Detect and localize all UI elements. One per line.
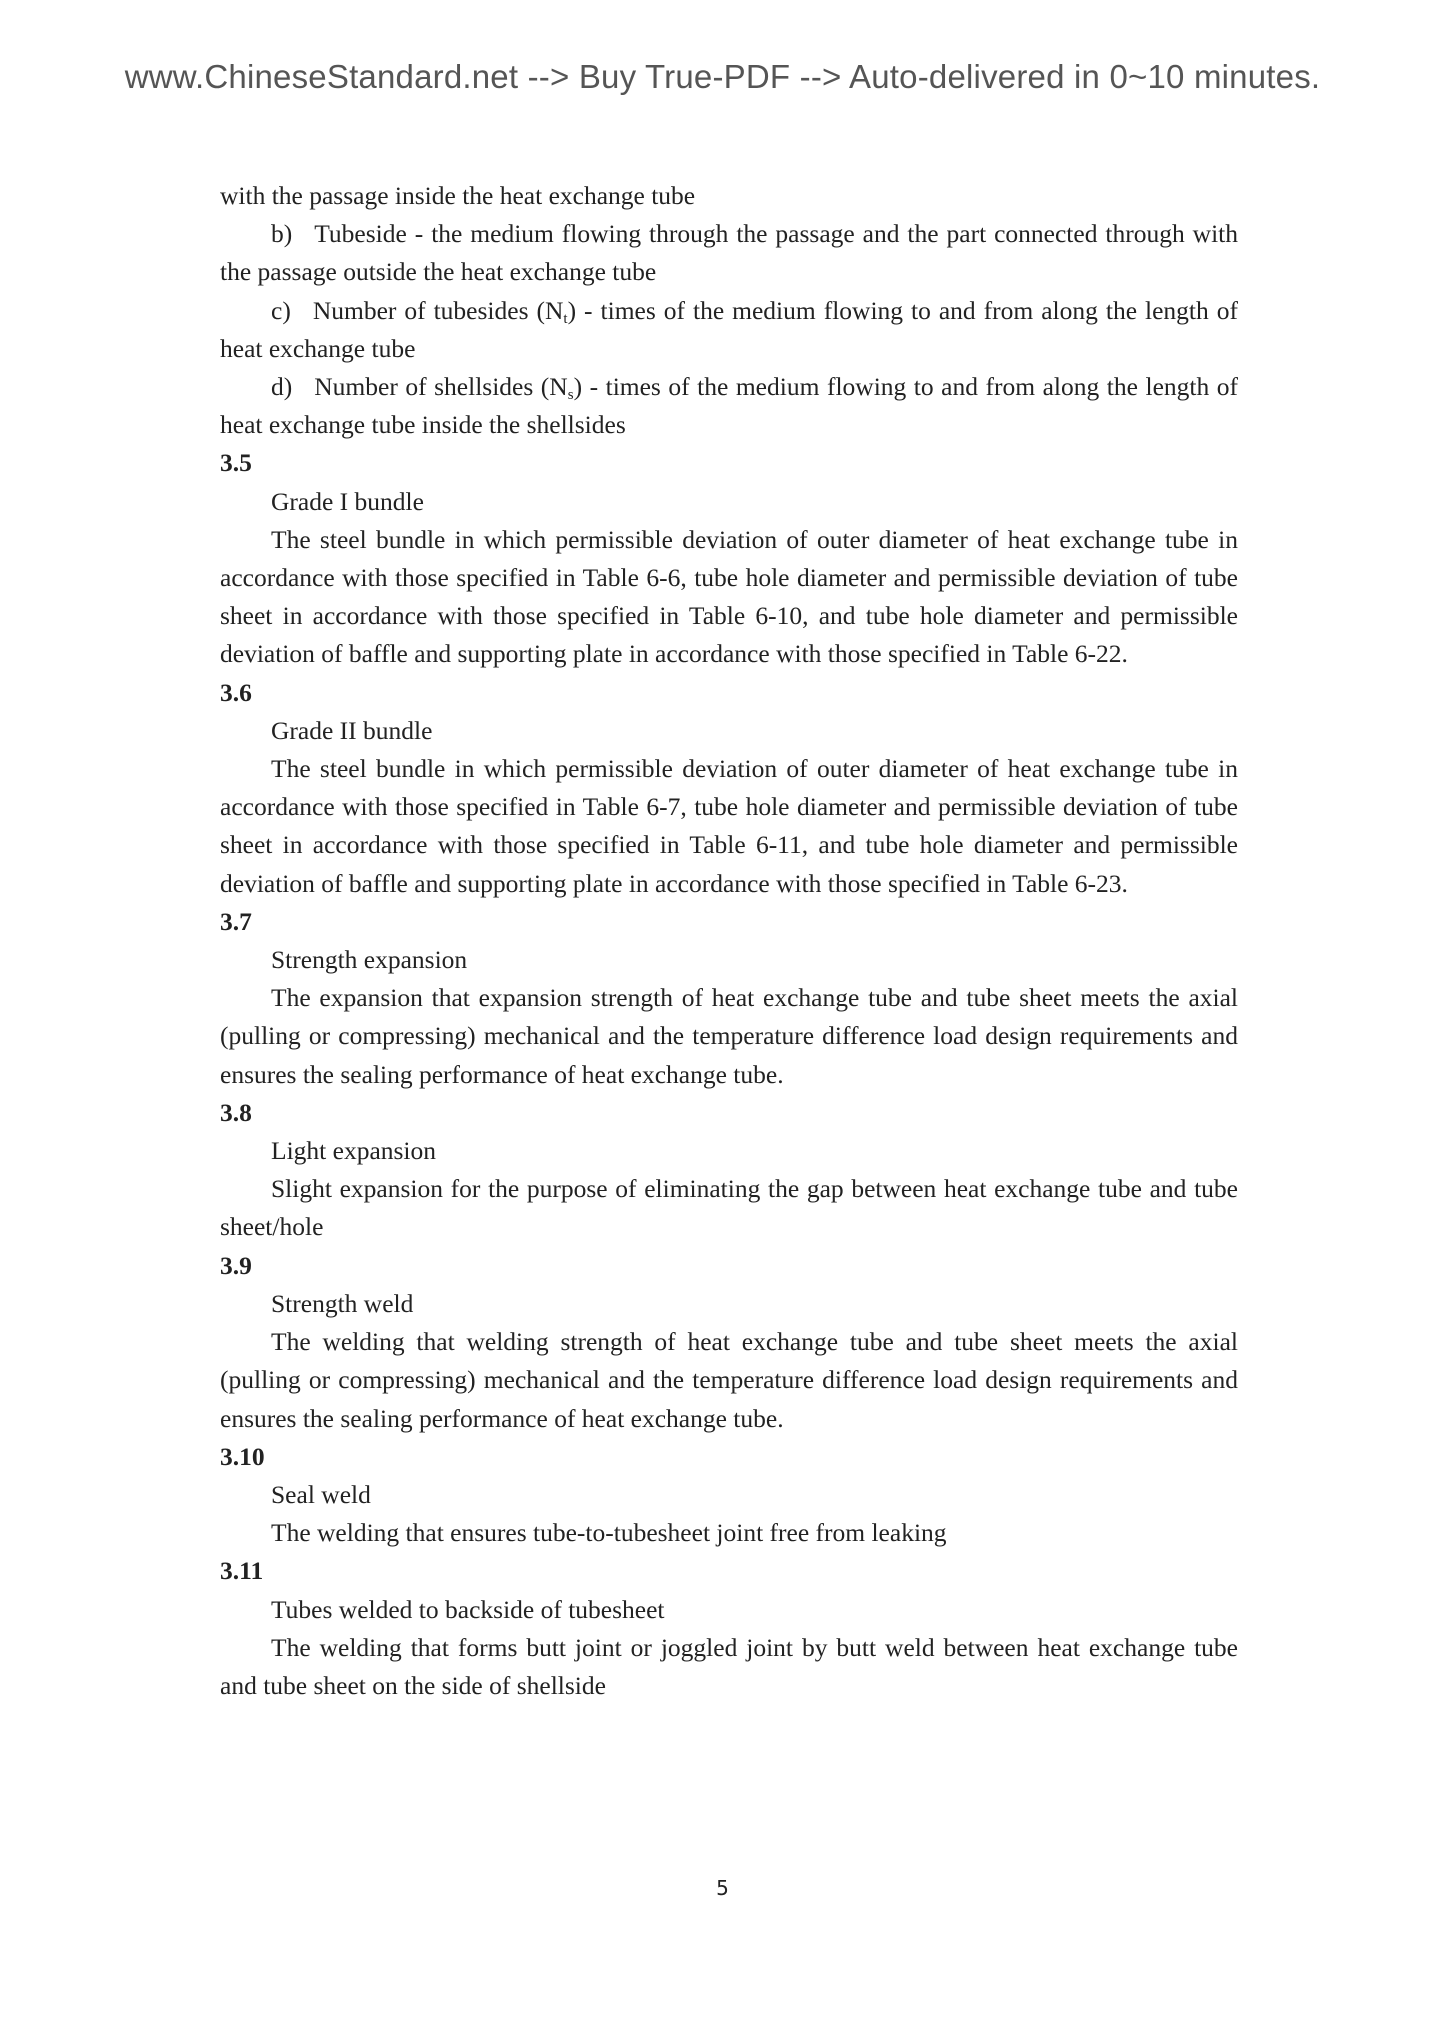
clause-definition: Slight expansion for the purpose of eliminating the gap between heat exchange tube and tube sheet/hole	[220, 1174, 1238, 1242]
clause-number: 3.11	[220, 1556, 264, 1586]
list-item-b	[220, 215, 1238, 291]
clause-definition: The expansion that expansion strength of heat exchange tube and tube sheet meets the axial (pulling or compressing) mechanical and the temperature difference load design requirements and ensures the sealing performance of heat exchange tube.	[220, 983, 1238, 1089]
clause-number: 3.5	[220, 448, 252, 478]
clause-number: 3.6	[220, 677, 252, 707]
subscript: t	[563, 310, 568, 327]
clause-number: 3.9	[220, 1250, 252, 1280]
clause-number: 3.8	[220, 1097, 252, 1127]
list-item-label: c)	[271, 295, 291, 325]
list-item-text: Number of shellsides (N	[314, 372, 568, 402]
clause-term: Tubes welded to backside of tubesheet	[271, 1594, 665, 1624]
clause-definition: The steel bundle in which permissible deviation of outer diameter of heat exchange tube in accordance with those specified in Table 6-7, tube hole diameter and permissible deviation of tube sheet in accordance with those specified in Table 6-11, and tube hole diameter and permissible deviation of baffle and supporting plate in accordance with those specified in Table 6-23.	[220, 754, 1238, 898]
clause-term: Seal weld	[271, 1479, 371, 1509]
list-item-c	[220, 292, 1238, 368]
clause-definition: The welding that ensures tube-to-tubesheet joint free from leaking	[271, 1518, 947, 1548]
subscript: s	[567, 387, 574, 404]
clause-term: Strength weld	[271, 1288, 414, 1318]
list-item-text: Number of tubesides (N	[312, 295, 564, 325]
page-body	[220, 177, 1238, 1705]
list-item-text: ) - times of the medium flowing to and from along the length of heat exchange tube inside the shellsides	[220, 372, 1238, 440]
list-item-label: b)	[271, 219, 293, 249]
continued-paragraph: with the passage inside the heat exchange tube	[220, 181, 696, 210]
clause-definition: The welding that forms butt joint or joggled joint by butt weld between heat exchange tube and tube sheet on the side of shellside	[220, 1632, 1238, 1700]
clause-number: 3.10	[220, 1441, 265, 1471]
list-item-d	[220, 368, 1238, 444]
list-item-text: Tubeside - the medium flowing through the passage and the part connected through with the passage outside the heat exchange tube	[220, 219, 1238, 287]
clause-number: 3.7	[220, 906, 252, 936]
clause-term: Grade I bundle	[271, 486, 424, 516]
source-banner: www.ChineseStandard.net --> Buy True-PDF --> Auto-delivered in 0~10 minutes.	[124, 58, 1321, 95]
clause-term: Strength expansion	[271, 945, 468, 975]
list-item-text: ) - times of the medium flowing to and from along the length of heat exchange tube	[220, 295, 1238, 363]
page-number: 5	[716, 1876, 729, 1900]
list-item-label: d)	[271, 372, 293, 402]
clause-term: Light expansion	[271, 1136, 437, 1166]
clause-definition: The welding that welding strength of heat exchange tube and tube sheet meets the axial (pulling or compressing) mechanical and the temperature difference load design requirements and ensures the sealing performance of heat exchange tube.	[220, 1327, 1238, 1433]
clause-definition: The steel bundle in which permissible deviation of outer diameter of heat exchange tube in accordance with those specified in Table 6-6, tube hole diameter and permissible deviation of tube sheet in accordance with those specified in Table 6-10, and tube hole diameter and permissible deviation of baffle and supporting plate in accordance with those specified in Table 6-22.	[220, 524, 1238, 669]
clause-term: Grade II bundle	[271, 715, 433, 745]
